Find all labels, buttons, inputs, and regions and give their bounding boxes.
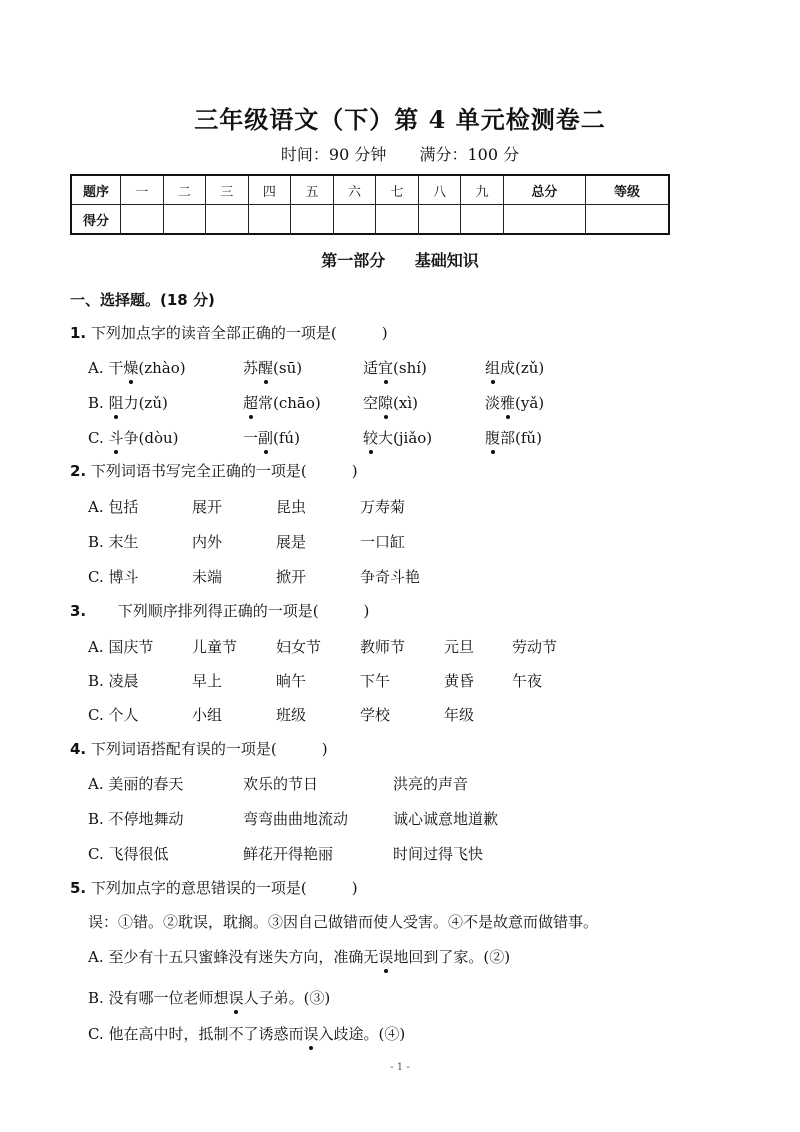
question-2-option-a[interactable]: A. 包括 展开 昆虫 万寿菊 [88, 498, 406, 516]
question-number: 4. [70, 740, 87, 758]
dotted-char: 误 [303, 1025, 319, 1043]
table-cell: 等级 [585, 175, 669, 205]
question-number: 1. [70, 324, 87, 342]
time-limit: 时间：90 分钟 [280, 145, 387, 164]
score-table-header-row [71, 175, 669, 205]
table-cell: 得分 [71, 205, 121, 235]
score-cell[interactable] [248, 205, 291, 235]
dotted-char: 组 [485, 359, 501, 377]
question-5 [70, 877, 358, 898]
dotted-char: 误 [378, 948, 394, 966]
part-heading [0, 248, 800, 271]
question-4 [70, 738, 328, 759]
question-4-option-c[interactable]: C. 飞得很低 鲜花开得艳丽 时间过得飞快 [88, 845, 484, 863]
score-cell[interactable] [585, 205, 669, 235]
score-cell[interactable] [121, 205, 164, 235]
full-score: 满分：100 分 [419, 145, 520, 164]
score-cell[interactable] [206, 205, 249, 235]
question-text: 下列加点字的读音全部正确的一项是( ) [90, 324, 388, 342]
section-heading: 一、选择题。(18 分) [70, 291, 215, 309]
question-4-option-b[interactable]: B. 不停地舞动 弯弯曲曲地流动 诚心诚意地道歉 [88, 810, 499, 828]
question-2-option-b[interactable]: B. 末生 内外 展是 一口缸 [88, 533, 406, 551]
question-2-option-c[interactable]: C. 博斗 未端 掀开 争奇斗艳 [88, 568, 421, 586]
dotted-char: 燥 [123, 359, 139, 377]
question-3-option-c[interactable]: C. 个人 小组 班级 学校 年级 [88, 706, 475, 724]
table-cell: 三 [206, 175, 249, 205]
dotted-char: 腹 [485, 429, 501, 447]
dotted-char: 隙 [378, 394, 394, 412]
question-number: 5. [70, 879, 87, 897]
question-number: 2. [70, 462, 87, 480]
dotted-char: 雅 [500, 394, 516, 412]
table-cell: 题序 [71, 175, 121, 205]
question-5-option-a[interactable]: A. 至少有十五只蜜蜂没有迷失方向，准确无误地回到了家。(②) [88, 948, 511, 966]
page-number: - 1 - [390, 1062, 410, 1073]
question-text: 下列顺序排列得正确的一项是( ) [117, 602, 370, 620]
score-cell[interactable] [503, 205, 585, 235]
question-number: 3. [70, 602, 87, 620]
question-3 [70, 600, 369, 621]
score-cell[interactable] [418, 205, 461, 235]
question-3-option-b[interactable]: B. 凌晨 早上 晌午 下午 黄昏 午夜 [88, 672, 543, 690]
dotted-char: 宜 [378, 359, 394, 377]
page-title: 三年级语文（下）第 4 单元检测卷二 [194, 105, 606, 134]
table-cell: 二 [163, 175, 206, 205]
question-3-option-a[interactable]: A. 国庆节 儿童节 妇女节 教师节 元旦 劳动节 [88, 638, 558, 656]
score-table [70, 174, 670, 235]
question-1-option-c[interactable]: C. 斗争(dòu) 一副(fú) 较大(jiǎo) 腹部(fǔ) [88, 429, 542, 447]
dotted-char: 醒 [258, 359, 274, 377]
part-number: 第一部分 [321, 251, 386, 270]
dotted-char: 误 [228, 989, 244, 1007]
question-text: 下列词语搭配有误的一项是( ) [90, 740, 328, 758]
score-cell[interactable] [461, 205, 504, 235]
question-5-option-b[interactable]: B. 没有哪一位老师想误人子弟。(③) [88, 989, 331, 1007]
table-cell: 六 [333, 175, 376, 205]
question-5-option-c[interactable]: C. 他在高中时，抵制不了诱惑而误入歧途。(④) [88, 1025, 406, 1043]
table-cell: 九 [461, 175, 504, 205]
part-name: 基础知识 [414, 251, 479, 270]
dotted-char: 斗 [108, 429, 124, 447]
table-cell: 七 [376, 175, 419, 205]
exam-info [0, 142, 800, 165]
definition-line: 误：①错。②耽误，耽搁。③因自己做错而使人受害。④不是故意而做错事。 [88, 913, 599, 931]
question-4-option-a[interactable]: A. 美丽的春天 欢乐的节日 洪亮的声音 [88, 775, 469, 793]
score-cell[interactable] [376, 205, 419, 235]
dotted-char: 超 [243, 394, 259, 412]
question-text: 下列加点字的意思错误的一项是( ) [90, 879, 358, 897]
table-cell: 五 [291, 175, 334, 205]
table-cell: 四 [248, 175, 291, 205]
question-1-option-b[interactable]: B. 阻力(zǔ) 超常(chāo) 空隙(xì) 淡雅(yǎ) [88, 394, 545, 412]
score-cell[interactable] [163, 205, 206, 235]
question-1-option-a[interactable]: A. 干燥(zhào) 苏醒(sū) 适宜(shí) 组成(zǔ) [88, 359, 545, 377]
question-text: 下列词语书写完全正确的一项是( ) [90, 462, 358, 480]
table-cell: 八 [418, 175, 461, 205]
score-table-score-row [71, 205, 669, 235]
table-cell: 一 [121, 175, 164, 205]
table-cell: 总分 [503, 175, 585, 205]
dotted-char: 副 [258, 429, 274, 447]
score-cell[interactable] [333, 205, 376, 235]
dotted-char: 较 [363, 429, 379, 447]
question-1 [70, 322, 388, 343]
question-2 [70, 460, 358, 481]
dotted-char: 阻 [108, 394, 124, 412]
score-cell[interactable] [291, 205, 334, 235]
